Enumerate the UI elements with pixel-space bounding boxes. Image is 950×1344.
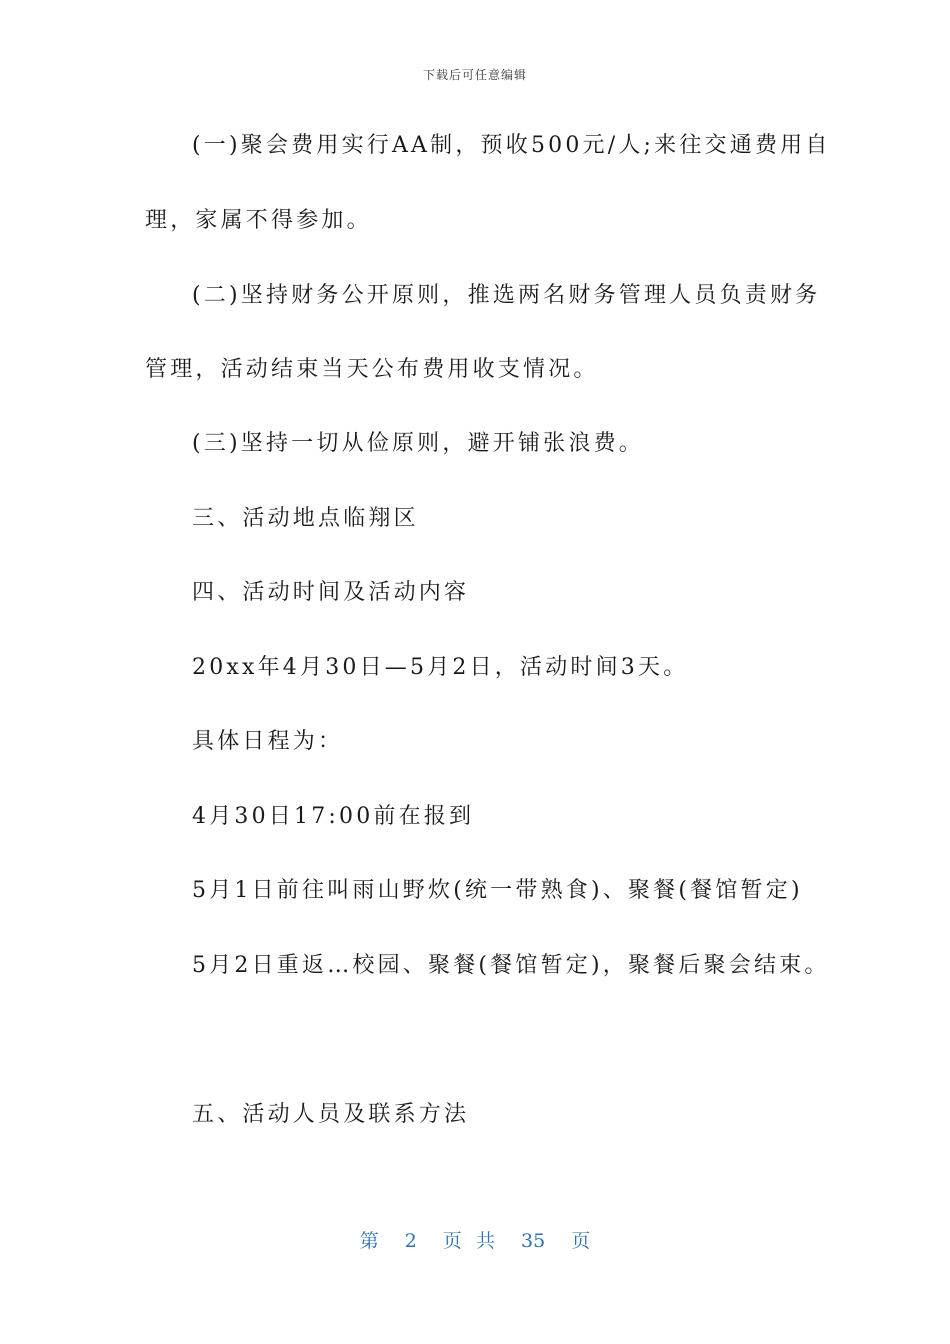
- paragraph-line: 管理，活动结束当天公布费用收支情况。: [145, 357, 599, 382]
- footer-middle: 页 共: [442, 1230, 495, 1252]
- paragraph-line: (三)坚持一切从俭原则，避开铺张浪费。: [192, 431, 644, 456]
- page-number-footer: [0, 1226, 950, 1253]
- schedule-item: 4月30日17:00前在报到: [192, 804, 475, 829]
- schedule-item: 5月1日前往叫雨山野炊(统一带熟食)、聚餐(餐馆暂定): [192, 878, 803, 903]
- page-header-note: 下载后可任意编辑: [422, 68, 527, 82]
- footer-prefix: 第: [359, 1230, 379, 1252]
- paragraph-line: 20xx年4月30日—5月2日，活动时间3天。: [192, 655, 689, 680]
- footer-suffix: 页: [571, 1230, 591, 1252]
- footer-current-page: 2: [404, 1230, 417, 1252]
- paragraph-line: 具体日程为：: [192, 729, 344, 754]
- paragraph-line: (二)坚持财务公开原则，推选两名财务管理人员负责财务: [192, 283, 821, 308]
- section-heading: 四、活动时间及活动内容: [192, 580, 470, 605]
- section-heading: 三、活动地点临翔区: [192, 506, 419, 531]
- footer-total-pages: 35: [521, 1230, 546, 1252]
- paragraph-line: (一)聚会费用实行AA制，预收500元/人;来往交通费用自: [192, 133, 831, 158]
- schedule-item: 5月2日重返…校园、聚餐(餐馆暂定)，聚餐后聚会结束。: [192, 953, 830, 978]
- section-heading: 五、活动人员及联系方法: [192, 1102, 470, 1127]
- paragraph-line: 理，家属不得参加。: [145, 208, 372, 233]
